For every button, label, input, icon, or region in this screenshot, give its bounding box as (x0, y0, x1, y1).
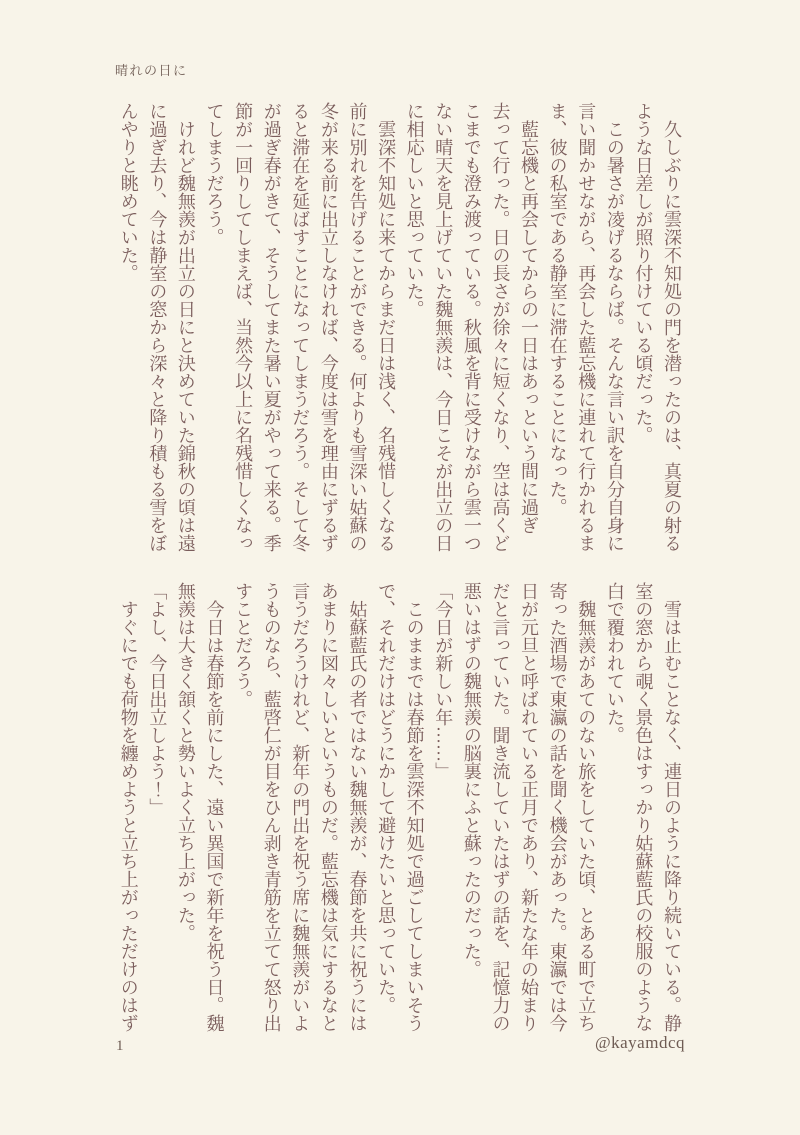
text-column: すぐにでも荷物を纏めようと立ち上がっただけのはず (118, 582, 139, 1032)
text-column: に相応しいと思っていた。 (404, 102, 425, 318)
text-column: こまでも澄み渡っている。秋風を背に受けながら雲一つ (461, 102, 482, 552)
text-column: 無羨は大きく頷くと勢いよく立ち上がった。 (175, 582, 196, 942)
text-column: 節が一回りしてしまえば、当然今以上に名残惜しくなっ (233, 102, 254, 552)
text-column: 姑蘇藍氏の者ではない魏無羨が、春節を共に祝うには (347, 582, 368, 1032)
page-title: 晴れの日に (115, 63, 188, 78)
author-credit: @kayamdcq (594, 1033, 685, 1052)
text-column: あまりに図々しいというものだ。藍忘機は気にするなと (318, 582, 339, 1032)
text-column: に過ぎ去り、今は静室の窓から深々と降り積もる雪をぼ (147, 102, 168, 552)
text-column: 室の窓から覗く景色はすっかり姑蘇藍氏の校服のような (633, 582, 654, 1032)
text-column: ような日差しが照り付けている頃だった。 (633, 102, 654, 444)
text-column: 雪は止むことなく、連日のように降り続いている。静 (662, 582, 682, 1032)
text-column: 白で覆われていた。 (604, 582, 625, 744)
text-column: ま、彼の私室である静室に滞在することになった。 (547, 102, 568, 516)
text-column: 「今日が新しい年……」 (433, 582, 454, 780)
text-column: が過ぎ春がきて、そうしてまた暑い夏がやって来る。季 (261, 102, 282, 552)
text-column: ると滞在を延ばすことになってしまうだろう。そして冬 (290, 102, 311, 552)
text-column: 言い聞かせながら、再会した藍忘機に連れて行かれるま (576, 102, 597, 552)
text-column: 久しぶりに雲深不知処の門を潜ったのは、真夏の射る (662, 102, 682, 552)
text-column: で、それだけはどうにかして避けたいと思っていた。 (376, 582, 397, 1014)
text-column: 冬が来る前に出立しなければ、今度は雪を理由にずるず (318, 102, 339, 552)
text-column: 魏無羨があてのない旅をしていた頃、とある町で立ち (576, 582, 597, 1032)
text-column: うものなら、藍啓仁が目をひん剥き青筋を立てて怒り出 (261, 582, 282, 1032)
text-column: 藍忘機と再会してからの一日はあっという間に過ぎ (519, 102, 540, 534)
text-column: 「よし、今日出立しよう！」 (147, 582, 168, 816)
text-column: この暑さが凌げるならば。そんな言い訳を自分自身に (604, 102, 625, 552)
text-column: このままでは春節を雲深不知処で過ごしてしまいそう (404, 582, 425, 1032)
text-column: けれど魏無羨が出立の日にと決めていた錦秋の頃は遠 (175, 102, 196, 552)
page-number: 1 (116, 1038, 124, 1054)
text-column: 去って行った。日の長さが徐々に短くなり、空は高くど (490, 102, 511, 552)
text-column: 寄った酒場で東瀛の話を聞く機会があった。東瀛では今 (547, 582, 568, 1032)
text-column: 前に別れを告げることができる。何よりも雪深い姑蘇の (347, 102, 368, 552)
text-column: 今日は春節を前にした、遠い異国で新年を祝う日。魏 (204, 582, 225, 1032)
text-column: てしまうだろう。 (204, 102, 225, 246)
text-block-bottom (112, 582, 686, 1036)
text-column: 雲深不知処に来てからまだ日は浅く、名残惜しくなる (376, 102, 397, 552)
text-column: 言うだろうけれど、新年の門出を祝う席に魏無羨がいよ (290, 582, 311, 1032)
text-column: すことだろう。 (233, 582, 254, 708)
text-column: んやりと眺めていた。 (118, 102, 139, 282)
text-column: 悪いはずの魏無羨の脳裏にふと蘇ったのだった。 (461, 582, 482, 978)
text-block-top (112, 102, 686, 556)
text-column: 日が元旦と呼ばれている正月であり、新たな年の始まり (519, 582, 540, 1032)
text-column: ない晴天を見上げていた魏無羨は、今日こそが出立の日 (433, 102, 454, 552)
text-column: だと言っていた。聞き流していたはずの話を、記憶力の (490, 582, 511, 1032)
